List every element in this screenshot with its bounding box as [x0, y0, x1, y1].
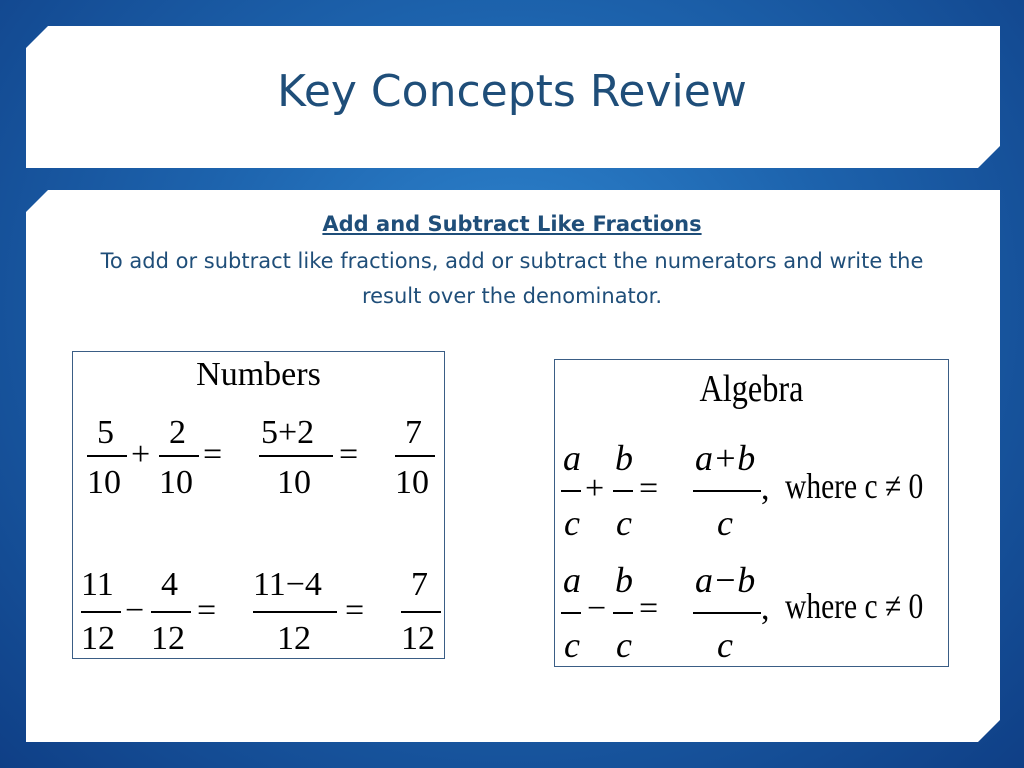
equals-sign: = — [639, 470, 659, 507]
fraction-numerator: a+b — [695, 438, 756, 478]
fraction-numerator: 11−4 — [253, 566, 322, 603]
fraction-numerator: a — [563, 438, 581, 478]
slide-title: Key Concepts Review — [277, 66, 747, 117]
fraction-bar — [401, 611, 441, 613]
fraction-denominator: c — [616, 503, 632, 543]
fraction-bar — [613, 490, 633, 492]
fraction-bar — [259, 455, 333, 457]
fraction-denominator: c — [717, 503, 733, 543]
fraction-bar — [693, 490, 761, 492]
fraction-bar — [693, 612, 761, 614]
fraction-denominator: c — [717, 625, 733, 665]
fraction-numerator: 7 — [405, 414, 422, 451]
fraction-numerator: 2 — [169, 414, 186, 451]
fraction-denominator: c — [564, 625, 580, 665]
minus-operator: − — [125, 592, 145, 629]
fraction-bar — [81, 611, 121, 613]
fraction-numerator: 4 — [161, 566, 178, 603]
section-description: To add or subtract like fractions, add or subtract the numerators and write the result over the denominator. — [100, 249, 924, 308]
fraction-numerator: 7 — [411, 566, 428, 603]
nonzero-condition: where c ≠ 0 — [785, 466, 924, 506]
fraction-bar — [561, 612, 581, 614]
fraction-denominator: c — [564, 503, 580, 543]
fraction-numerator: b — [615, 438, 633, 478]
fraction-bar — [561, 490, 581, 492]
fraction-bar — [87, 455, 127, 457]
algebra-example-box — [554, 359, 949, 667]
fraction-denominator: 12 — [81, 620, 115, 657]
fraction-denominator: 10 — [159, 464, 193, 501]
fraction-denominator: 10 — [277, 464, 311, 501]
section-heading: Add and Subtract Like Fractions — [322, 212, 702, 236]
fraction-denominator: 10 — [395, 464, 429, 501]
algebra-box-title: Algebra — [699, 368, 804, 410]
fraction-denominator: 12 — [277, 620, 311, 657]
fraction-denominator: c — [616, 625, 632, 665]
fraction-denominator: 12 — [401, 620, 435, 657]
fraction-denominator: 12 — [151, 620, 185, 657]
fraction-numerator: b — [615, 560, 633, 600]
comma: , — [761, 470, 770, 507]
fraction-numerator: 11 — [81, 566, 114, 603]
equals-sign: = — [203, 436, 223, 473]
fraction-numerator: a−b — [695, 560, 756, 600]
nonzero-condition: where c ≠ 0 — [785, 586, 924, 626]
comma: , — [761, 590, 770, 627]
numbers-box-title: Numbers — [196, 356, 321, 393]
equals-sign: = — [339, 436, 359, 473]
fraction-bar — [253, 611, 337, 613]
fraction-numerator: a — [563, 560, 581, 600]
fraction-bar — [151, 611, 191, 613]
fraction-bar — [159, 455, 199, 457]
plus-operator: + — [131, 436, 151, 473]
equals-sign: = — [197, 592, 217, 629]
minus-operator: − — [587, 590, 607, 627]
fraction-denominator: 10 — [87, 464, 121, 501]
equals-sign: = — [639, 590, 659, 627]
plus-operator: + — [585, 470, 605, 507]
fraction-numerator: 5+2 — [261, 414, 315, 451]
equals-sign: = — [345, 592, 365, 629]
fraction-bar — [613, 612, 633, 614]
fraction-numerator: 5 — [97, 414, 114, 451]
numbers-example-box — [72, 351, 445, 659]
fraction-bar — [395, 455, 435, 457]
